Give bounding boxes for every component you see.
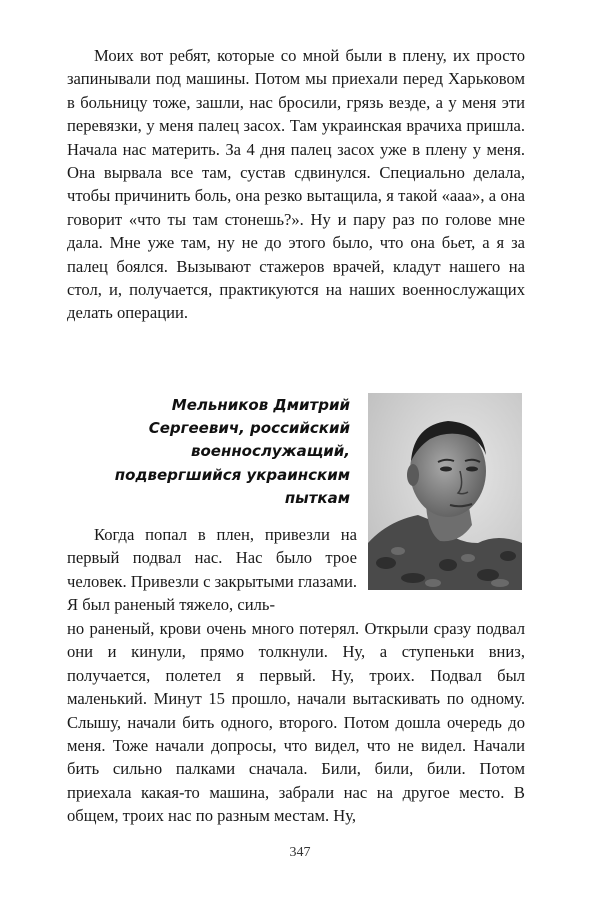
paragraph-2-continued: но раненый, крови очень много потерял. Открыли сразу подвал они и кинули, прямо толкнули. Ну, а ступеньки вниз, получается, полетел я первый. Ну, троих. Подвал был маленький. Минут 15 прошло, начали вытаскивать по одному. Слышу, начали бить одного, второго. Потом дошла очередь до меня. Тоже начали допросы, что видел, что не видел. Начали бить сильно палками сначала. Били, били, били. Потом приехала какая-то машина, забрали нас на другое место. В общем, троих нас по разным местам. Ну, [67, 619, 525, 826]
paragraph-2-start: Когда попал в плен, привезли на первый подвал нас. Нас было трое человек. Привезли с закрытыми глазами. Я был раненый тяжело, силь- [67, 525, 358, 615]
testimony-heading: Мельников Дмитрий Сергеевич, российский военнослужащий, подвергшийся украинским пыткам [114, 396, 350, 507]
paragraph-1: Моих вот ребят, которые со мной были в плену, их просто запинывали под машины. Потом мы приехали перед Харьковом в больницу тоже, зашли, нас бросили, грязь везде, а у меня эти перевязки, у меня палец засох. Там украинская врачиха пришла. Начала нас материть. За 4 дня палец засох уже в плену у меня. Она вырвала все там, сустав сдвинулся. Специально делала, чтобы причинить боль, она резко вытащила, я такой «ааа», а она говорит «что ты там стонешь?». Ну и пару раз по голове мне дала. Мне уже там, ну не до этого было, что она бьет, а я за палец боялся. Вызывают стажеров врачей, кладут нашего на стол, и, получается, практикуются на наших военнослужащих делать операции. [67, 46, 525, 323]
page-number: 347 [289, 845, 311, 860]
portrait-photo [368, 393, 522, 590]
